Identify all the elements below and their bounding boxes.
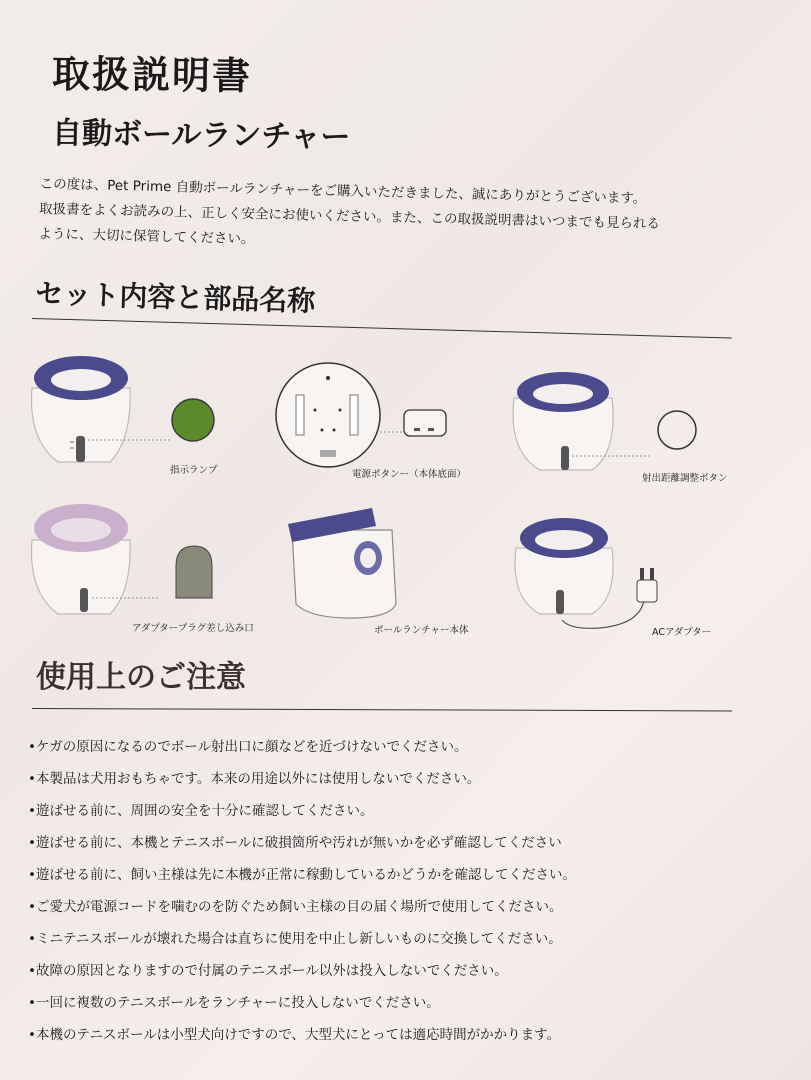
- list-item: [28, 926, 788, 958]
- ac-adapter-illustration: [515, 518, 657, 628]
- list-item-text: 本製品は犬用おもちゃです。本来の用途以外には使用しないでください。: [36, 771, 481, 787]
- indicator-lamp-illustration: [32, 356, 214, 462]
- bullet: •: [28, 963, 36, 979]
- power-button-illustration: [276, 363, 446, 467]
- list-item: [28, 862, 788, 894]
- list-item-text: 遊ばせる前に、周囲の安全を十分に確認してください。: [36, 803, 374, 819]
- list-item-text: ケガの原因になるのでボール射出口に顔などを近づけないでください。: [36, 739, 468, 755]
- caption-power-button: 電源ボタンー（本体底面）: [352, 469, 467, 480]
- intro-line: この度は、Pet Prime 自動ボールランチャーをご購入いただきました、誠にありがとうございます。: [39, 175, 647, 207]
- list-item-text: 一回に複数のテニスボールをランチャーに投入しないでください。: [36, 995, 440, 1011]
- product-name: 自動ボールランチャー: [51, 115, 351, 156]
- caption-ac-adapter: ACアダプター: [652, 627, 712, 638]
- list-item-text: 故障の原因となりますので付属のテニスボール以外は投入しないでください。: [36, 963, 508, 979]
- bullet: •: [28, 835, 36, 851]
- intro-line: 取扱書をよくお読みの上、正しく安全にお使いください。また、この取扱説明書はいつまでも見られる: [38, 200, 661, 233]
- caption-distance-button: 射出距離調整ボタン: [642, 473, 728, 484]
- launcher-body-illustration: [288, 508, 396, 618]
- intro-line: ように、大切に保管してください。: [38, 225, 255, 248]
- list-item: [28, 990, 788, 1022]
- bullet: •: [28, 899, 36, 915]
- bullet: •: [28, 803, 36, 819]
- list-item: [28, 894, 788, 926]
- list-item: [28, 830, 788, 862]
- list-item: [28, 1022, 788, 1054]
- list-item: [28, 958, 788, 990]
- caution-list: [28, 734, 788, 1054]
- list-item-text: 遊ばせる前に、飼い主様は先に本機が正常に稼動しているかどうかを確認してください。: [36, 867, 576, 883]
- bullet: •: [28, 931, 36, 947]
- caption-indicator-lamp: 指示ランプ: [170, 465, 218, 476]
- bullet: •: [28, 1027, 36, 1043]
- caption-adapter-port: アダプタープラグ差し込み口: [132, 623, 254, 634]
- document-title: 取扱説明書: [51, 51, 253, 99]
- list-item-text: ミニテニスボールが壊れた場合は直ちに使用を中止し新しいものに交換してください。: [36, 931, 562, 947]
- list-item: [28, 766, 788, 798]
- list-item-text: ご愛犬が電源コードを噛むのを防ぐため飼い主様の目の届く場所で使用してください。: [36, 899, 563, 915]
- bullet: •: [28, 771, 36, 787]
- caption-launcher-body: ボールランチャー本体: [374, 625, 469, 636]
- distance-button-illustration: [513, 372, 696, 470]
- bullet: •: [28, 995, 36, 1011]
- notes-section-heading: 使用上のご注意: [36, 660, 246, 695]
- adapter-port-illustration: [32, 504, 212, 614]
- list-item: [28, 798, 788, 830]
- list-item: [28, 734, 788, 766]
- section-divider: [32, 708, 732, 711]
- parts-section-heading: セット内容と部品名称: [34, 276, 316, 318]
- list-item-text: 遊ばせる前に、本機とテニスボールに破損箇所や汚れが無いかを必ず確認してください: [36, 835, 562, 851]
- list-item-text: 本機のテニスボールは小型犬向けですので、大型犬にとっては適応時間がかかります。: [36, 1027, 561, 1043]
- bullet: •: [28, 739, 36, 755]
- bullet: •: [28, 867, 36, 883]
